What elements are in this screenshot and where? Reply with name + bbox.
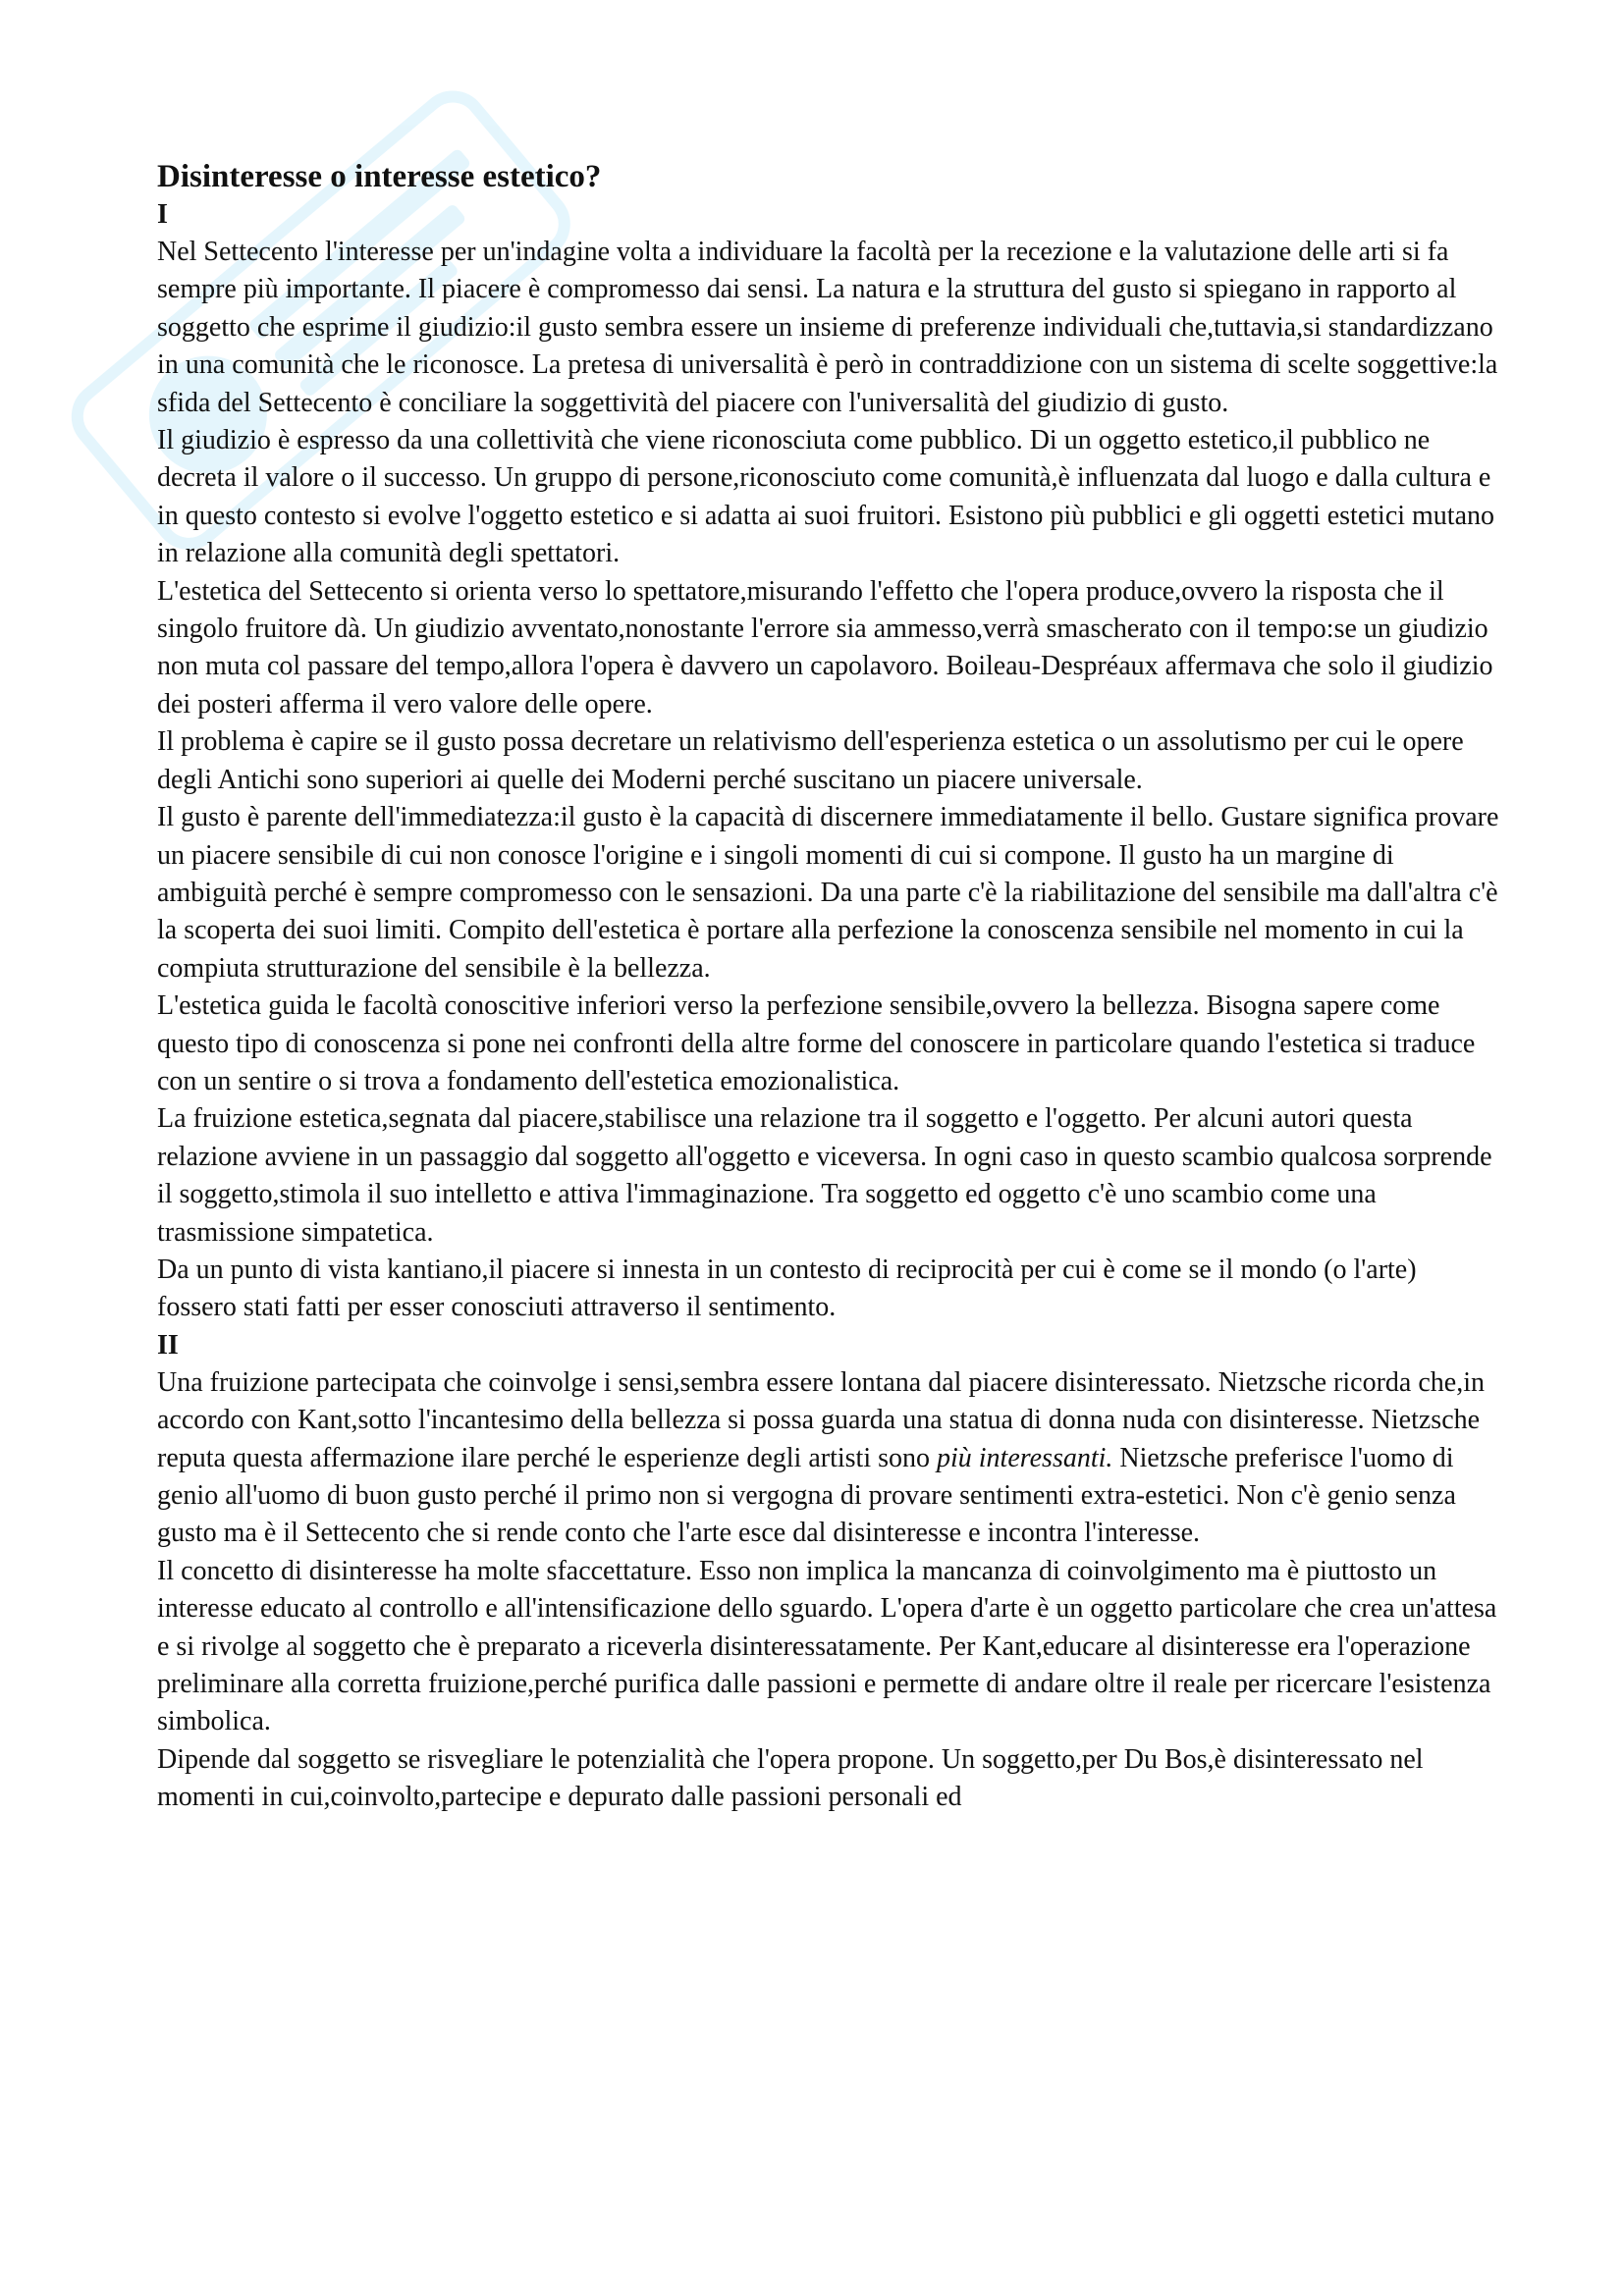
paragraph-text: Nietzsche preferisce l'uomo di genio all'uomo di buon gusto perché il primo non si vergogna di provare sentimenti extra-estetici. Non c'è genio senza gusto ma è il Settecento che si rende conto che l'arte esce dal disinteresse e incontra l'interesse. bbox=[157, 1442, 1456, 1549]
paragraph: Il problema è capire se il gusto possa decretare un relativismo dell'esperienza estetica o un assolutismo per cui le opere degli Antichi sono superiori ai quelle dei Moderni perché suscitano un piacere universale. bbox=[157, 726, 1464, 795]
paragraph: Nel Settecento l'interesse per un'indagine volta a individuare la facoltà per la recezione e la valutazione delle arti si fa sempre più importante. Il piacere è compromesso dai sensi. La natura e la struttura del gusto si spiegano in rapporto al soggetto che esprime il giudizio:il gusto sembra essere un insieme di preferenze individuali che,tuttavia,si standardizzano in una comunità che le riconosce. La pretesa di universalità è però in contraddizione con un sistema di scelte soggettive:la sfida del Settecento è conciliare la soggettività del piacere con l'universalità del giudizio di gusto. bbox=[157, 237, 1498, 418]
paragraph: L'estetica guida le facoltà conoscitive inferiori verso la perfezione sensibile,ovvero la bellezza. Bisogna sapere come questo tipo di conoscenza si pone nei confronti della altre forme del conoscere in particolare quando l'estetica si traduce con un sentire o si trova a fondamento dell'estetica emozionalistica. bbox=[157, 990, 1476, 1096]
paragraph: Il gusto è parente dell'immediatezza:il gusto è la capacità di discernere immediatamente il bello. Gustare significa provare un piacere sensibile di cui non conosce l'origine e i singoli momenti di cui si compone. Il gusto ha un margine di ambiguità perché è sempre compromesso con le sensazioni. Da una parte c'è la riabilitazione del sensibile ma dall'altra c'è la scoperta dei suoi limiti. Compito dell'estetica è portare alla perfezione la conoscenza sensibile nel momento in cui la compiuta strutturazione del sensibile è la bellezza. bbox=[157, 802, 1499, 984]
paragraph: La fruizione estetica,segnata dal piacere,stabilisce una relazione tra il soggetto e l'oggetto. Per alcuni autori questa relazione avviene in un passaggio dal soggetto all'oggetto e viceversa. In ogni caso in questo scambio qualcosa sorprende il soggetto,stimola il suo intelletto e attiva l'immaginazione. Tra soggetto ed oggetto c'è uno scambio come una trasmissione simpatetica. bbox=[157, 1103, 1492, 1248]
document-page bbox=[157, 157, 1502, 1817]
paragraph: Da un punto di vista kantiano,il piacere si innesta in un contesto di reciprocità per cui è come se il mondo (o l'arte) fossero stati fatti per esser conosciuti attraverso il sentimento. bbox=[157, 1254, 1417, 1323]
paragraph: L'estetica del Settecento si orienta verso lo spettatore,misurando l'effetto che l'opera produce,ovvero la risposta che il singolo fruitore dà. Un giudizio avventato,nonostante l'errore sia ammesso,verrà smascherato con il tempo:se un giudizio non muta col passare del tempo,allora l'opera è davvero un capolavoro. Boileau-Despréaux affermava che solo il giudizio dei posteri afferma il vero valore delle opere. bbox=[157, 575, 1493, 720]
section-number-1: I bbox=[157, 199, 168, 230]
paragraph: Il giudizio è espresso da una collettività che viene riconosciuta come pubblico. Di un oggetto estetico,il pubblico ne decreta il valore o il successo. Un gruppo di persone,riconosciuto come comunità,è influenzata dal luogo e dalla cultura e in questo contesto si evolve l'oggetto estetico e si adatta ai suoi fruitori. Esistono più pubblici e gli oggetti estetici mutano in relazione alla comunità degli spettatori. bbox=[157, 425, 1495, 569]
paragraph: Il concetto di disinteresse ha molte sfaccettature. Esso non implica la mancanza di coinvolgimento ma è piuttosto un interesse educato al controllo e all'intensificazione dello sguardo. L'opera d'arte è un oggetto particolare che crea un'attesa e si rivolge al soggetto che è preparato a riceverla disinteressatamente. Per Kant,educare al disinteresse era l'operazione preliminare alla corretta fruizione,perché purifica dalle passioni e permette di andare oltre il reale per ricercare l'esistenza simbolica. bbox=[157, 1555, 1497, 1737]
paragraph-with-emphasis bbox=[157, 1364, 1502, 1553]
paragraph-text: Una fruizione partecipata che coinvolge i sensi,sembra essere lontana dal piacere disinteressato. Nietzsche ricorda che,in accordo con Kant,sotto l'incantesimo della bellezza si possa guarda una statua di donna nuda con disinteresse. Nietzsche reputa questa affermazione ilare perché le esperienze degli artisti sono bbox=[157, 1366, 1485, 1473]
section-number-2: II bbox=[157, 1329, 179, 1361]
emphasis-text: più interessanti. bbox=[937, 1442, 1113, 1473]
paragraph: Dipende dal soggetto se risvegliare le potenzialità che l'opera propone. Un soggetto,per Du Bos,è disinteressato nel momenti in cui,coinvolto,partecipe e depurato dalle passioni personali ed bbox=[157, 1743, 1424, 1813]
document-title: Disinteresse o interesse estetico? bbox=[157, 159, 602, 194]
